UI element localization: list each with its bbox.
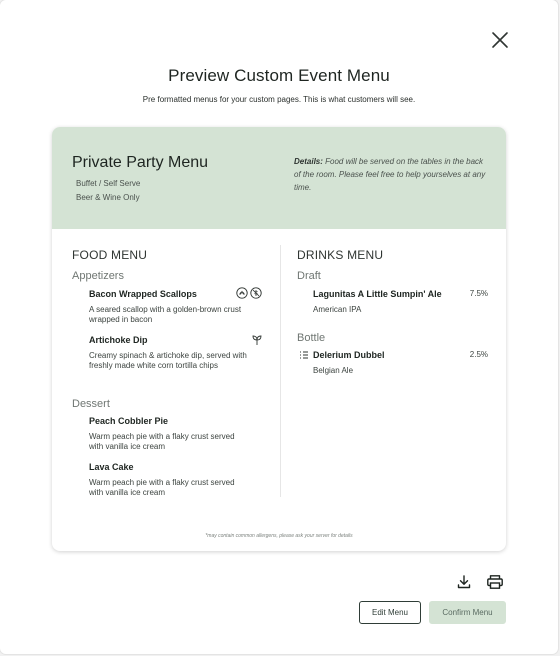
food-menu-title: FOOD MENU <box>72 248 148 262</box>
item-name: Peach Cobbler Pie <box>89 416 169 426</box>
download-icon[interactable] <box>456 574 472 590</box>
category-draft: Draft <box>297 270 321 282</box>
item-name: Artichoke Dip <box>89 335 148 345</box>
vegetarian-icon <box>251 334 263 346</box>
category-bottle: Bottle <box>297 332 326 344</box>
shellfish-icon <box>236 287 248 299</box>
modal-subtitle: Pre formatted menus for your custom pages. This is what customers will see. <box>142 95 416 104</box>
menu-subtitle: Buffet / Self Serve <box>76 179 141 188</box>
printer-icon[interactable] <box>486 574 504 590</box>
gluten-free-icon <box>250 287 262 299</box>
item-name: Lagunitas A Little Sumpin' Ale <box>313 289 442 299</box>
item-name: Bacon Wrapped Scallops <box>89 289 197 299</box>
menu-preview-card <box>52 127 506 551</box>
item-abv: 2.5% <box>469 350 488 359</box>
menu-header <box>52 127 506 229</box>
column-divider <box>280 245 281 497</box>
item-abv: 7.5% <box>469 289 488 298</box>
item-name: Delerium Dubbel <box>313 350 385 360</box>
category-dessert: Dessert <box>72 398 110 410</box>
item-description: Warm peach pie with a flaky crust served with vanilla ice cream <box>89 478 235 497</box>
list-icon <box>299 350 309 360</box>
menu-details <box>294 155 490 194</box>
allergen-footnote: *may contain common allergens, please ask your server for details <box>205 533 353 539</box>
confirm-menu-button[interactable]: Confirm Menu <box>429 601 506 624</box>
close-icon[interactable] <box>488 28 512 52</box>
details-label: Details: <box>294 157 323 166</box>
modal-title: Preview Custom Event Menu <box>168 66 390 85</box>
drinks-menu-title: DRINKS MENU <box>297 248 384 262</box>
item-description: Creamy spinach & artichoke dip, served with freshly made white corn tortilla chips <box>89 351 247 370</box>
details-text: Food will be served on the tables in the back of the room. Please feel free to help yourselves at any time. <box>294 157 486 192</box>
item-description: Warm peach pie with a flaky crust served with vanilla ice cream <box>89 432 235 451</box>
item-name: Lava Cake <box>89 462 134 472</box>
menu-title: Private Party Menu <box>72 154 209 171</box>
item-description: American IPA <box>313 305 362 314</box>
menu-subtitle: Beer & Wine Only <box>76 193 140 202</box>
category-appetizers: Appetizers <box>72 270 124 282</box>
item-description: A seared scallop with a golden-brown crust wrapped in bacon <box>89 305 242 324</box>
edit-menu-button[interactable]: Edit Menu <box>359 601 421 624</box>
item-description: Belgian Ale <box>313 366 354 375</box>
